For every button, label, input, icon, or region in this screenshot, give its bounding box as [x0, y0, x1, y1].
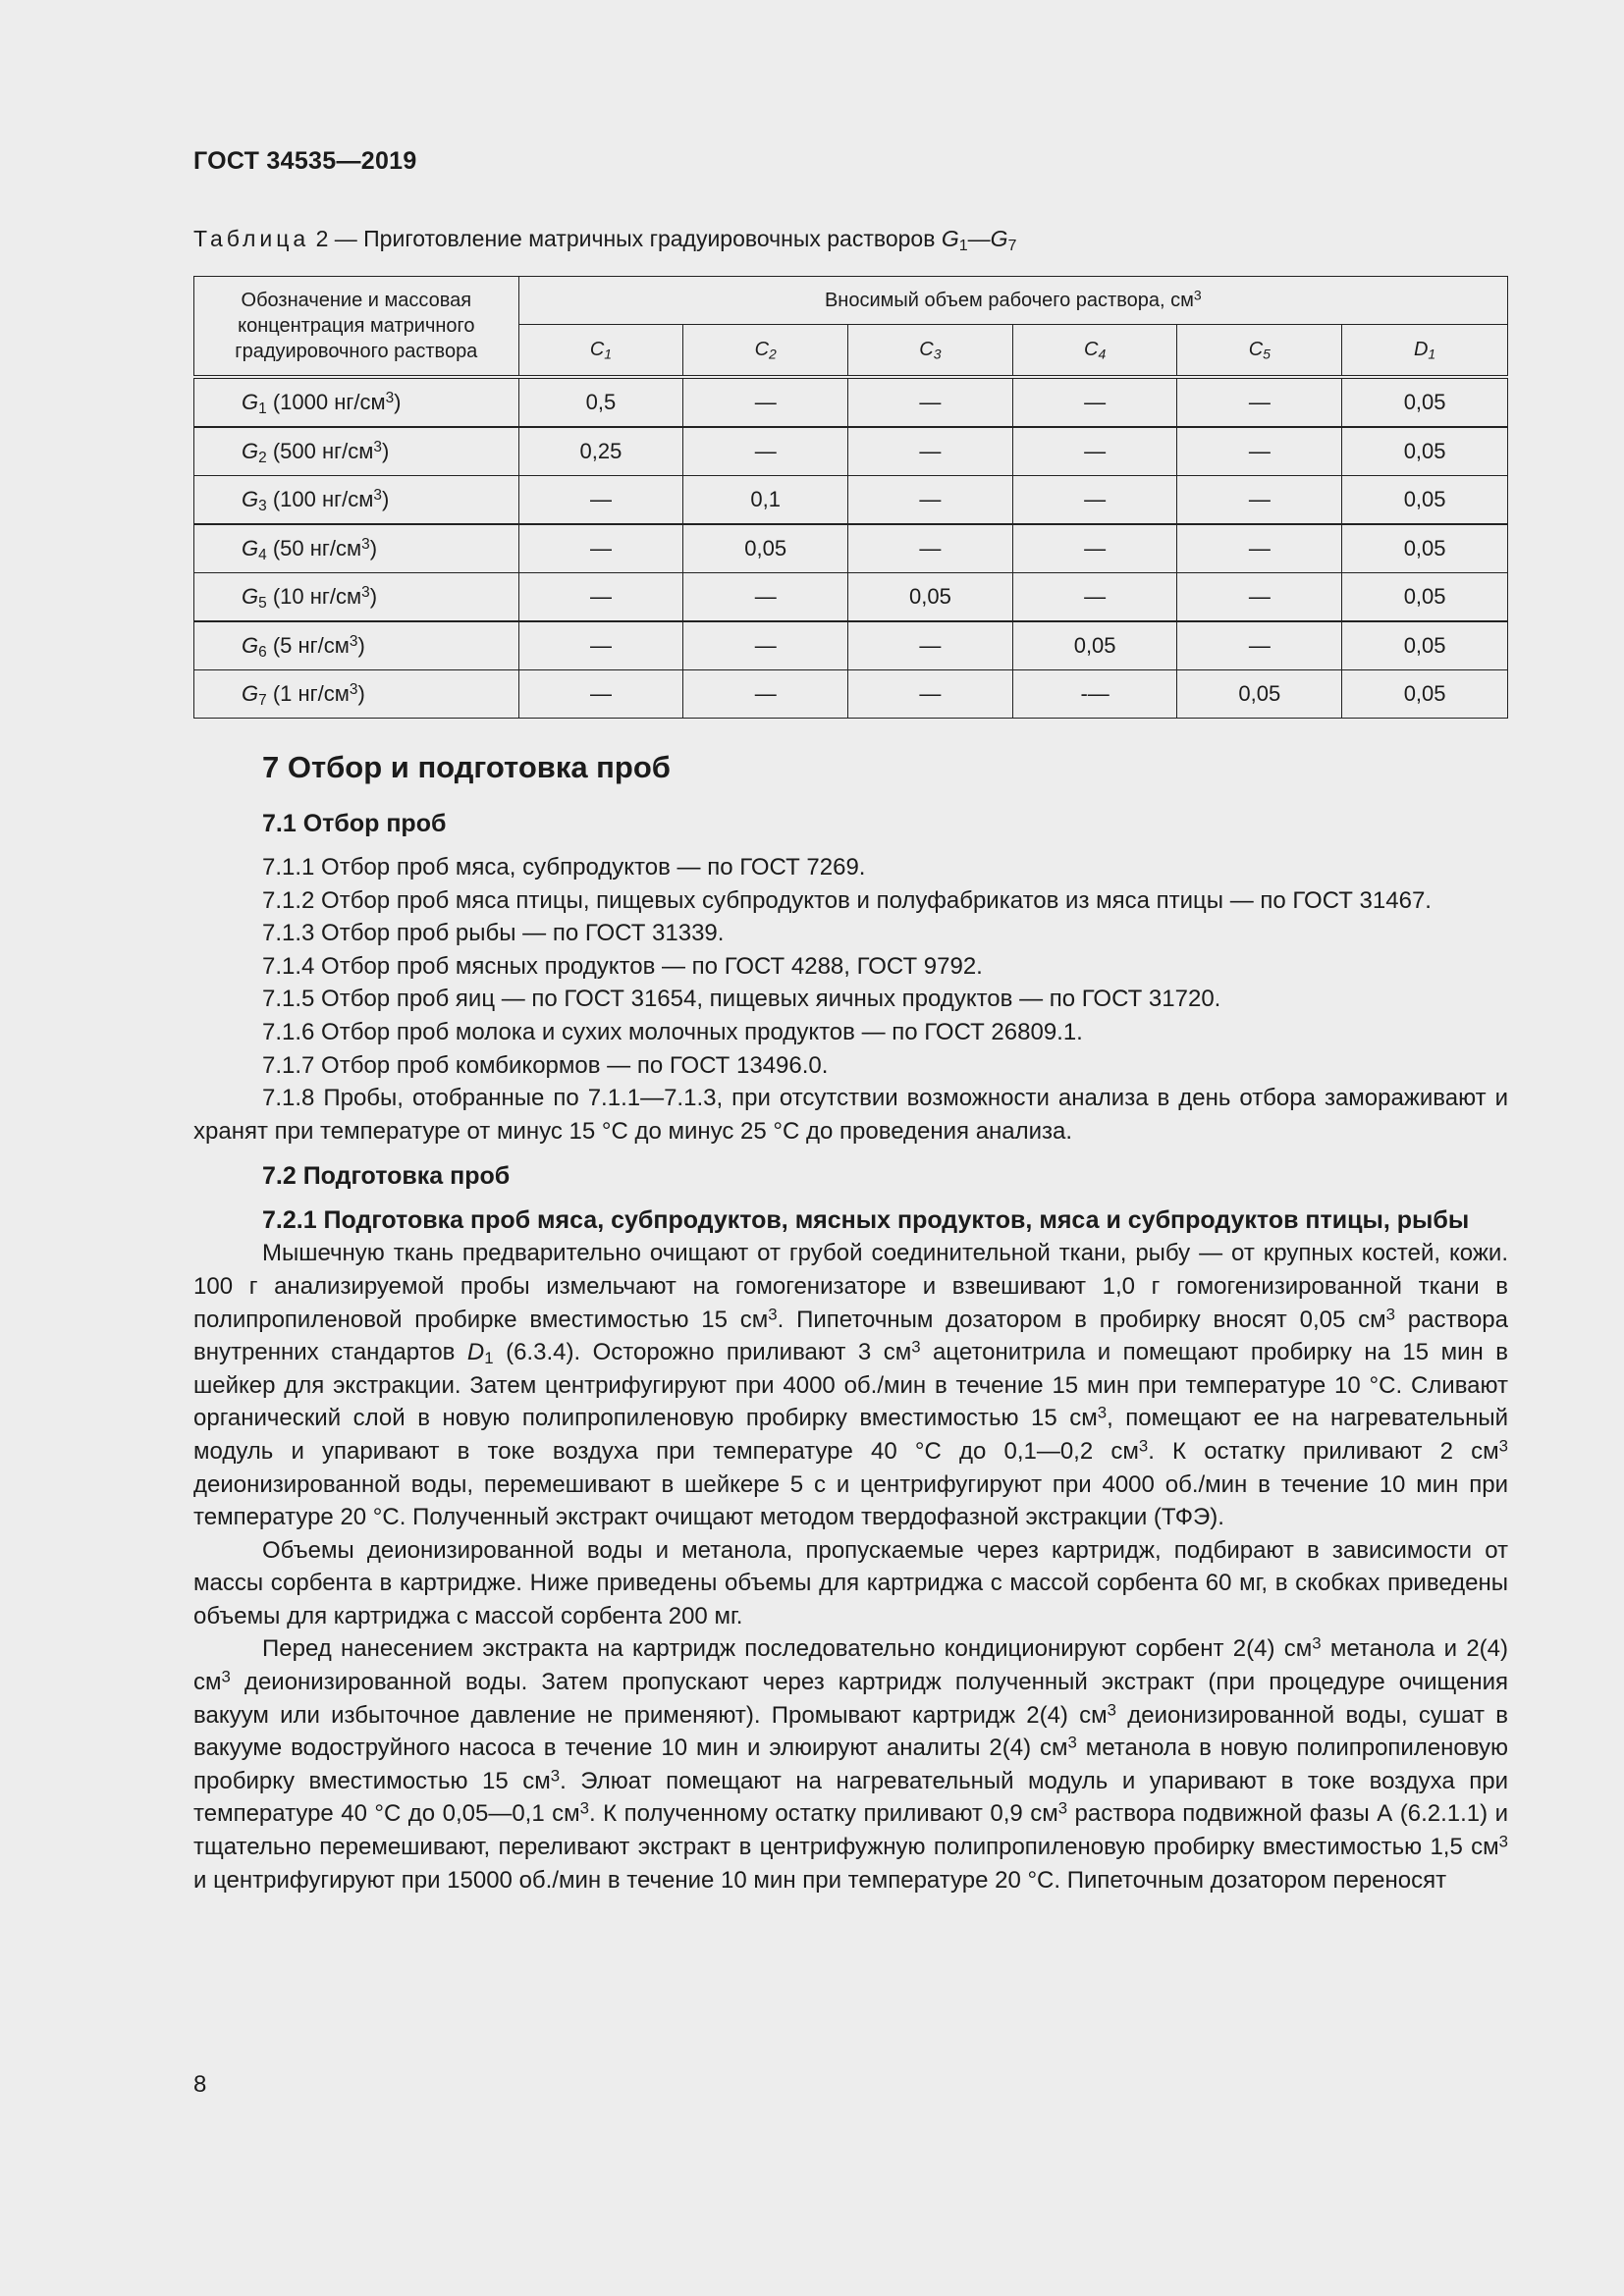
- table-cell: —: [683, 573, 848, 622]
- table-cell: 0,25: [518, 427, 683, 476]
- section-7: [193, 746, 1508, 1896]
- table-row: [194, 621, 1508, 670]
- column-header-designation: [194, 277, 519, 378]
- table-cell: —: [518, 524, 683, 573]
- p3-seg: и центрифугируют при 15000 об./мин в течение 10 мин при температуре 20 °С. Пипеточным дозатором переносят: [193, 1866, 1447, 1894]
- sub-header-index: 2: [769, 346, 777, 362]
- sub-header-letter: C: [1248, 339, 1264, 361]
- table-cell: 0,05: [1342, 573, 1508, 622]
- sub-header-1: [518, 325, 683, 377]
- row-label-conc: (50 нг/см: [272, 536, 362, 561]
- p3-sup: 3: [1107, 1700, 1116, 1720]
- p3-sup: 3: [1312, 1633, 1322, 1653]
- p1-seg: (6.3.4). Осторожно приливают 3 см: [493, 1339, 912, 1366]
- row-label-conc: (1 нг/см: [272, 681, 350, 706]
- caption-dash: —: [967, 226, 991, 251]
- p1-sup: 3: [1385, 1304, 1395, 1323]
- column-header-volume-sup: 3: [1193, 287, 1202, 303]
- table-cell: —: [1012, 427, 1177, 476]
- row-label-close: ): [357, 633, 365, 658]
- row-label-close: ): [369, 584, 378, 609]
- table-cell: —: [1012, 573, 1177, 622]
- row-label-conc: (10 нг/см: [272, 584, 362, 609]
- sub-header-letter: C: [754, 339, 770, 361]
- p1-seg: , помещают ее на нагревательный модуль и упаривают в токе воздуха при температуре 40 °С до 0,1—0,2 см: [193, 1405, 1508, 1465]
- row-label-g: G: [242, 633, 259, 658]
- row-label: [194, 621, 519, 670]
- row-label-index: 1: [258, 400, 267, 417]
- row-label-g: G: [242, 390, 259, 414]
- sub-header-letter: C: [919, 339, 934, 361]
- table-cell: 0,05: [1342, 524, 1508, 573]
- table-cell: —: [518, 670, 683, 719]
- row-label-conc: (1000 нг/см: [272, 390, 386, 414]
- table-cell: 0,05: [683, 524, 848, 573]
- sub-header-4: [1012, 325, 1177, 377]
- sub-header-letter: C: [1084, 339, 1099, 361]
- p1-sup: 3: [1498, 1436, 1508, 1456]
- row-label-sup: 3: [385, 390, 395, 407]
- table-cell: 0,05: [1342, 427, 1508, 476]
- row-label: [194, 377, 519, 427]
- item-7-1-8: 7.1.8 Пробы, отобранные по 7.1.1—7.1.3, при отсутствии возможности анализа в день отбора замораживают и хранят при температуре от минус 15 °С до минус 25 °С до проведения анализа.: [193, 1085, 1508, 1145]
- table-cell: —: [848, 377, 1013, 427]
- table-cell: —: [848, 621, 1013, 670]
- item-7-1-2: 7.1.2 Отбор проб мяса птицы, пищевых субпродуктов и полуфабрикатов из мяса птицы — по ГОСТ 31467.: [262, 886, 1432, 914]
- table-cell: —: [848, 524, 1013, 573]
- table-cell: —: [1177, 476, 1342, 525]
- sub-header-index: 5: [1263, 346, 1271, 362]
- p3-seg: Перед нанесением экстракта на картридж последовательно кондиционируют сорбент 2(4) см: [262, 1635, 1313, 1663]
- p1-sup: 3: [1138, 1436, 1149, 1456]
- row-label-conc: (500 нг/см: [272, 439, 374, 463]
- section-7-1-title: 7.1 Отбор проб: [262, 810, 447, 837]
- sub-header-6: [1342, 325, 1508, 377]
- sub-header-2: [683, 325, 848, 377]
- p1-seg: . Пипеточным дозатором в пробирку вносят 0,05 см: [777, 1306, 1386, 1333]
- row-label-sup: 3: [349, 633, 358, 651]
- section-7-2-title: 7.2 Подготовка проб: [262, 1162, 511, 1191]
- p3-seg: деионизированной воды, сушат в вакууме водоструйного насоса в течение 10 мин и элюируют аналиты 2(4) см: [193, 1701, 1508, 1762]
- row-label-g: G: [242, 584, 259, 609]
- table-cell: 0,05: [1177, 670, 1342, 719]
- row-label-sup: 3: [361, 536, 370, 554]
- table-cell: 0,05: [1342, 621, 1508, 670]
- p3-seg: . К полученному остатку приливают 0,9 см: [589, 1800, 1058, 1828]
- table-cell: —: [683, 427, 848, 476]
- section-7-2-1-title: 7.2.1 Подготовка проб мяса, субпродуктов, мясных продуктов, мяса и субпродуктов птицы, рыбы: [262, 1206, 1470, 1235]
- table-row: [194, 670, 1508, 719]
- p3-seg: метанола в новую полипропиленовую пробирку вместимостью 15 см: [193, 1735, 1508, 1794]
- table-cell: —: [848, 670, 1013, 719]
- row-label-conc: (5 нг/см: [272, 633, 350, 658]
- row-label-close: ): [381, 487, 390, 511]
- table-cell: —: [1012, 476, 1177, 525]
- table-caption-text: 2 — Приготовление матричных градуировочных растворов: [315, 226, 936, 251]
- paragraph-muscle-tissue: [193, 1237, 1508, 1533]
- row-label-index: 4: [258, 546, 267, 563]
- table-cell: —: [518, 476, 683, 525]
- p1-italic: D: [466, 1339, 485, 1366]
- table-cell: —: [848, 427, 1013, 476]
- table-cell: —: [683, 670, 848, 719]
- calibration-table: [193, 276, 1508, 719]
- table-cell: —: [518, 621, 683, 670]
- item-7-1-7: 7.1.7 Отбор проб комбикормов — по ГОСТ 13496.0.: [262, 1051, 829, 1079]
- p1-seg: Мышечную ткань предварительно очищают от грубой соединительной ткани, рыбу — от крупных костей, кожи. 100 г анализируемой пробы измельчают на гомогенизаторе и взвешивают 1,0 г гомогенизированной ткани в полипропиленовой пробирке вместимостью 15 см: [193, 1240, 1508, 1333]
- table-row: [194, 573, 1508, 622]
- row-label-index: 7: [258, 691, 267, 709]
- document-header: ГОСТ 34535—2019: [193, 147, 417, 175]
- paragraph-cartridge: [193, 1632, 1508, 1896]
- item-7-1-4: 7.1.4 Отбор проб мясных продуктов — по ГОСТ 4288, ГОСТ 9792.: [262, 952, 983, 980]
- sub-header-3: [848, 325, 1013, 377]
- row-label-g: G: [242, 487, 259, 511]
- table-cell: —: [848, 476, 1013, 525]
- table-cell: —: [1177, 621, 1342, 670]
- row-label: [194, 476, 519, 525]
- p3-sup: 3: [579, 1798, 589, 1818]
- p3-seg: метанола и 2(4) см: [193, 1635, 1508, 1696]
- row-label-index: 6: [258, 643, 267, 661]
- caption-g-start: G: [941, 226, 959, 251]
- column-header-volume: [518, 277, 1507, 325]
- table-cell: —: [683, 621, 848, 670]
- table-cell: —: [518, 573, 683, 622]
- sub-header-index: 4: [1098, 346, 1107, 362]
- sub-header-letter: D: [1413, 339, 1429, 361]
- row-label-g: G: [242, 439, 259, 463]
- row-label: [194, 670, 519, 719]
- p1-seg: раствора внутренних стандартов: [193, 1306, 1508, 1366]
- p3-sup: 3: [1067, 1733, 1077, 1752]
- row-label-g: G: [242, 681, 259, 706]
- table-cell: —: [1177, 377, 1342, 427]
- row-label-close: ): [394, 390, 402, 414]
- table-row: [194, 524, 1508, 573]
- table-cell: —: [1012, 377, 1177, 427]
- table-caption: [193, 226, 1017, 255]
- p3-sup: 3: [1498, 1832, 1508, 1851]
- page-number: 8: [193, 2071, 207, 2098]
- p3-seg: . Элюат помещают на нагревательный модуль и упаривают в токе воздуха при температуре 40 °С до 0,05—0,1 см: [193, 1767, 1508, 1828]
- p3-seg: деионизированной воды. Затем пропускают через картридж полученный экстракт (при процедуре очищения вакуум или избыточное давление не применяют). Промывают картридж 2(4) см: [193, 1669, 1508, 1729]
- table-cell: —: [1177, 573, 1342, 622]
- row-label-index: 5: [258, 594, 267, 612]
- p1-seg: ацетонитрила и помещают пробирку на 15 мин в шейкер для экстракции. Затем центрифугируют при 4000 об./мин в течение 15 мин при температуре 10 °С. Сливают органический слой в новую полипропиленовую пробирку вместимостью 15 см: [193, 1339, 1508, 1432]
- table-cell: -—: [1012, 670, 1177, 719]
- section-7-title: 7 Отбор и подготовка проб: [262, 750, 671, 784]
- row-label-sup: 3: [349, 681, 358, 699]
- p1-sub: 1: [484, 1349, 494, 1368]
- p3-sup: 3: [1057, 1798, 1068, 1818]
- caption-g-start-sub: 1: [958, 237, 968, 255]
- sub-header-index: 1: [1428, 346, 1436, 362]
- row-label-close: ): [381, 439, 390, 463]
- table-cell: 0,05: [848, 573, 1013, 622]
- table-cell: —: [1177, 427, 1342, 476]
- p3-sup: 3: [221, 1667, 231, 1686]
- row-label: [194, 573, 519, 622]
- sub-header-index: 1: [604, 346, 613, 362]
- table-cell: —: [683, 377, 848, 427]
- row-label-sup: 3: [373, 487, 382, 505]
- p1-sup: 3: [768, 1304, 778, 1323]
- p3-sup: 3: [550, 1766, 561, 1786]
- caption-g-end: G: [990, 226, 1008, 251]
- table-cell: 0,05: [1342, 377, 1508, 427]
- table-cell: 0,05: [1012, 621, 1177, 670]
- item-7-1-6: 7.1.6 Отбор проб молока и сухих молочных продуктов — по ГОСТ 26809.1.: [262, 1018, 1083, 1045]
- row-label-close: ): [357, 681, 365, 706]
- caption-g-end-sub: 7: [1007, 237, 1017, 255]
- table-cell: 0,1: [683, 476, 848, 525]
- row-label-sup: 3: [373, 439, 382, 456]
- sub-header-index: 3: [933, 346, 942, 362]
- p1-seg: деионизированной воды, перемешивают в шейкере 5 с и центрифугируют при 4000 об./мин в течение 10 мин при температуре 20 °С. Полученный экстракт очищают методом твердофазной экстракции (ТФЭ).: [193, 1470, 1508, 1531]
- table-row: [194, 377, 1508, 427]
- row-label-close: ): [369, 536, 378, 561]
- sub-header-letter: C: [589, 339, 605, 361]
- table-row: [194, 476, 1508, 525]
- p3-seg: раствора подвижной фазы А (6.2.1.1) и тщательно перемешивают, переливают экстракт в центрифужную полипропиленовую пробирку вместимостью 1,5 см: [193, 1800, 1508, 1861]
- row-label-index: 2: [258, 449, 267, 466]
- row-label-index: 3: [258, 497, 267, 514]
- p1-seg: . К остатку приливают 2 см: [1148, 1437, 1499, 1465]
- row-label-sup: 3: [361, 584, 370, 602]
- table-cell: 0,05: [1342, 670, 1508, 719]
- table-body: [194, 377, 1508, 719]
- paragraph-volumes: Объемы деионизированной воды и метанола, пропускаемые через картридж, подбирают в зависимости от массы сорбента в картридже. Ниже приведены объемы для картриджа с массой сорбента 60 мг, в скобках приведены объемы для картриджа с массой сорбента 200 мг.: [193, 1536, 1508, 1629]
- sub-header-5: [1177, 325, 1342, 377]
- p1-sup: 3: [1097, 1403, 1108, 1422]
- table-row: [194, 427, 1508, 476]
- row-label: [194, 524, 519, 573]
- column-header-volume-text: Вносимый объем рабочего раствора, см: [824, 289, 1194, 311]
- table-cell: 0,5: [518, 377, 683, 427]
- row-label: [194, 427, 519, 476]
- row-label-conc: (100 нг/см: [272, 487, 374, 511]
- table-cell: 0,05: [1342, 476, 1508, 525]
- column-header-designation-text: Обозначение и массовая концентрация матричного градуировочного раствора: [235, 290, 478, 362]
- table-cell: —: [1177, 524, 1342, 573]
- item-7-1-1: 7.1.1 Отбор проб мяса, субпродуктов — по ГОСТ 7269.: [262, 854, 866, 881]
- row-label-g: G: [242, 536, 259, 561]
- p1-sup: 3: [911, 1337, 921, 1357]
- item-7-1-3: 7.1.3 Отбор проб рыбы — по ГОСТ 31339.: [262, 920, 725, 947]
- table-cell: —: [1012, 524, 1177, 573]
- table-caption-prefix: Таблица: [193, 226, 310, 251]
- item-7-1-5: 7.1.5 Отбор проб яиц — по ГОСТ 31654, пищевых яичных продуктов — по ГОСТ 31720.: [262, 986, 1221, 1013]
